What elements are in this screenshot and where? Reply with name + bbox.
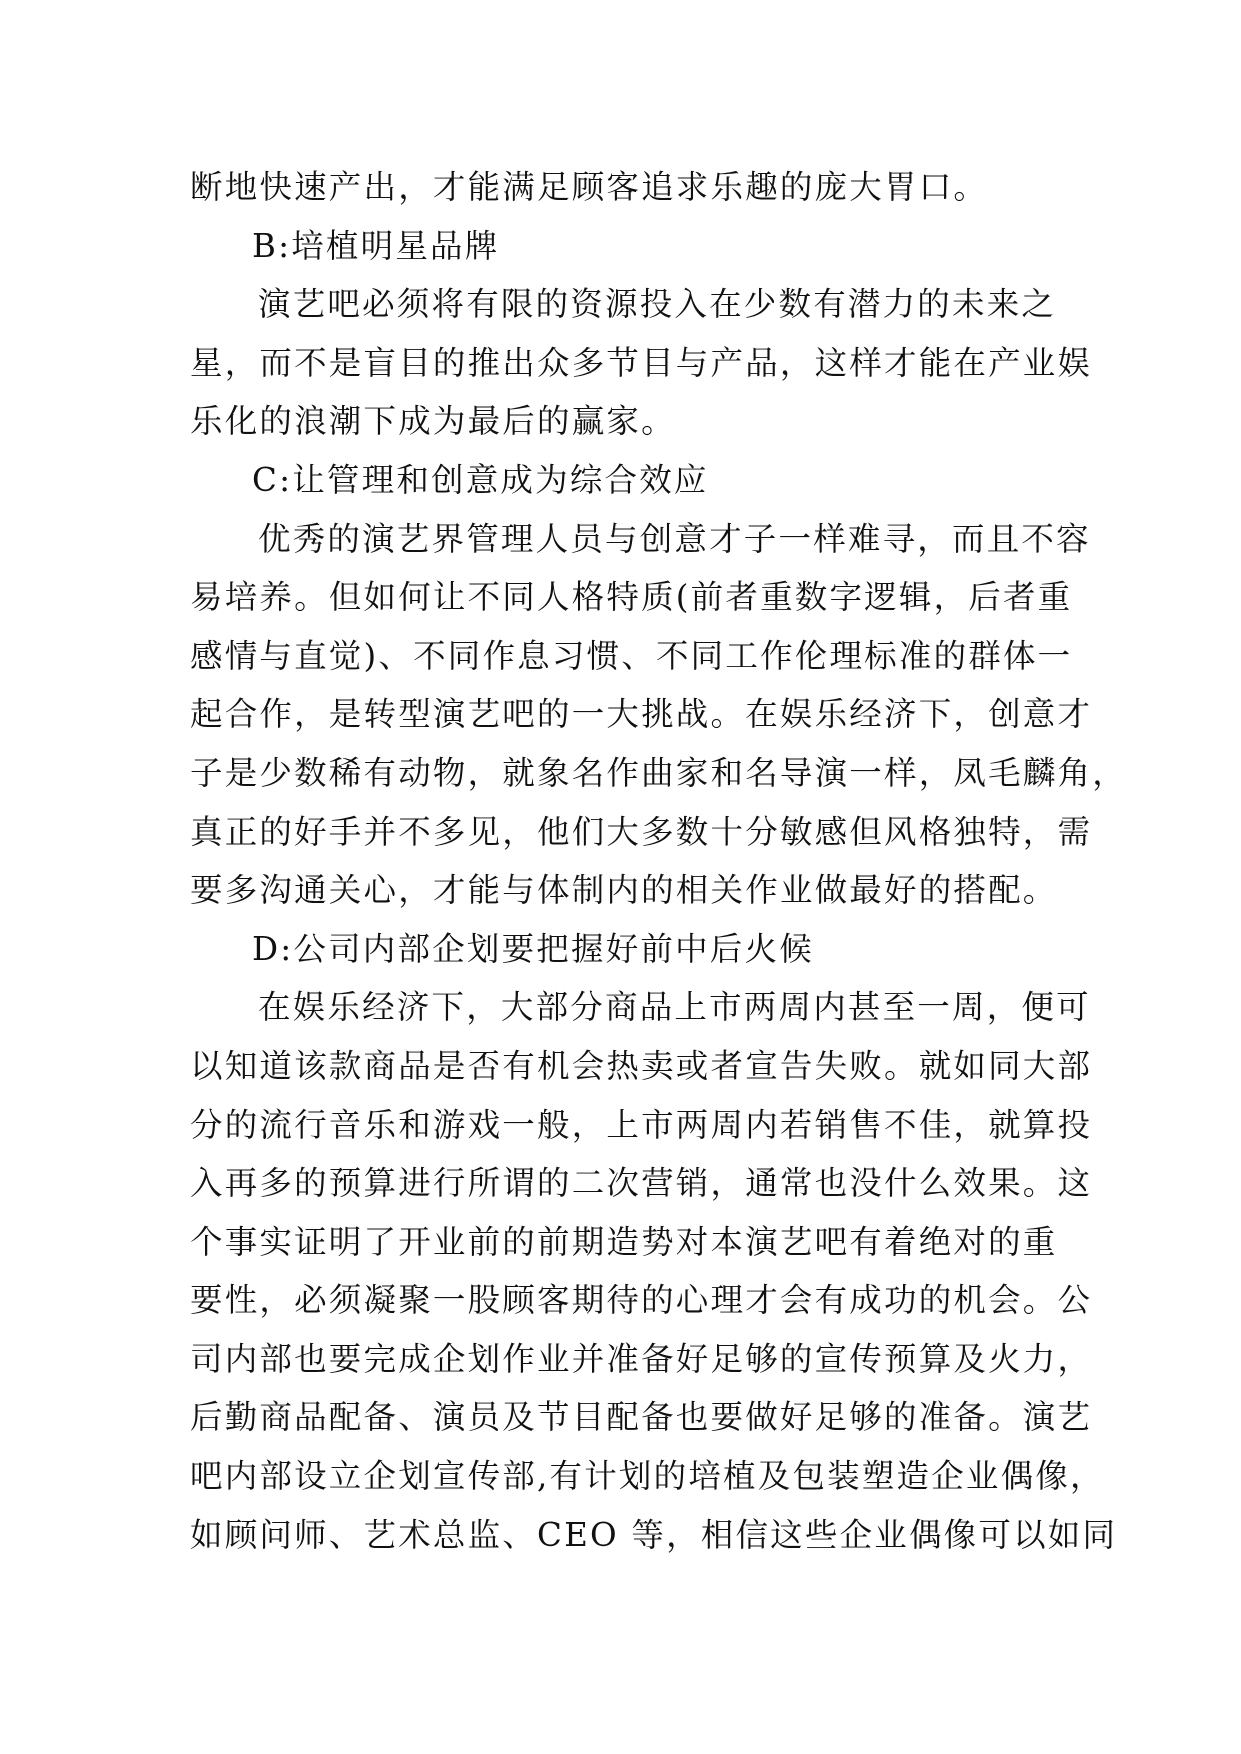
text-line: 优秀的演艺界管理人员与创意才子一样难寻，而且不容: [258, 519, 1091, 558]
text-line: 演艺吧必须将有限的资源投入在少数有潜力的未来之: [258, 285, 1057, 324]
text-line: 司内部也要完成企划作业并准备好足够的宣传预算及火力，: [190, 1339, 1093, 1378]
text-line: 要性，必须凝聚一股顾客期待的心理才会有成功的机会。公: [190, 1281, 1093, 1320]
text-line: 起合作，是转型演艺吧的一大挑战。在娱乐经济下，创意才: [190, 695, 1093, 734]
text-line: 吧内部设立企划宣传部,有计划的培植及包装塑造企业偶像，: [190, 1457, 1105, 1496]
text-line: 入再多的预算进行所谓的二次营销，通常也没什么效果。这: [190, 1164, 1093, 1203]
text-line: 星，而不是盲目的推出众多节目与产品，这样才能在产业娱: [190, 343, 1093, 382]
text-line: 乐化的浪潮下成为最后的赢家。: [190, 402, 676, 441]
text-line: 断地快速产出，才能满足顾客追求乐趣的庞大胃口。: [190, 168, 989, 206]
text-line: 真正的好手并不多见，他们大多数十分敏感但风格独特，需: [190, 812, 1093, 851]
text-line: 易培养。但如何让不同人格特质(前者重数字逻辑，后者重: [190, 578, 1073, 617]
text-line: 如顾问师、艺术总监、CEO 等，相信这些企业偶像可以如同: [190, 1515, 1118, 1554]
text-line: 以知道该款商品是否有机会热卖或者宣告失败。就如同大部: [190, 1046, 1093, 1085]
text-line: 个事实证明了开业前的前期造势对本演艺吧有着绝对的重: [190, 1222, 1058, 1261]
text-line: 分的流行音乐和游戏一般，上市两周内若销售不佳，就算投: [190, 1105, 1093, 1144]
text-line: 子是少数稀有动物，就象名作曲家和名导演一样，凤毛麟角，: [190, 753, 1127, 792]
document-body: [190, 158, 1127, 1564]
section-heading-d: D:公司内部企划要把握好前中后火候: [252, 929, 814, 968]
text-line: 要多沟通关心，才能与体制内的相关作业做最好的搭配。: [190, 871, 1058, 910]
section-heading-b: B:培植明星品牌: [252, 226, 500, 265]
section-heading-c: C:让管理和创意成为综合效应: [252, 460, 709, 499]
text-line: 在娱乐经济下，大部分商品上市两周内甚至一周，便可: [258, 988, 1091, 1027]
text-line: 后勤商品配备、演员及节目配备也要做好足够的准备。演艺: [190, 1398, 1093, 1437]
text-line: 感情与直觉)、不同作息习惯、不同工作伦理标准的群体一: [190, 636, 1073, 675]
